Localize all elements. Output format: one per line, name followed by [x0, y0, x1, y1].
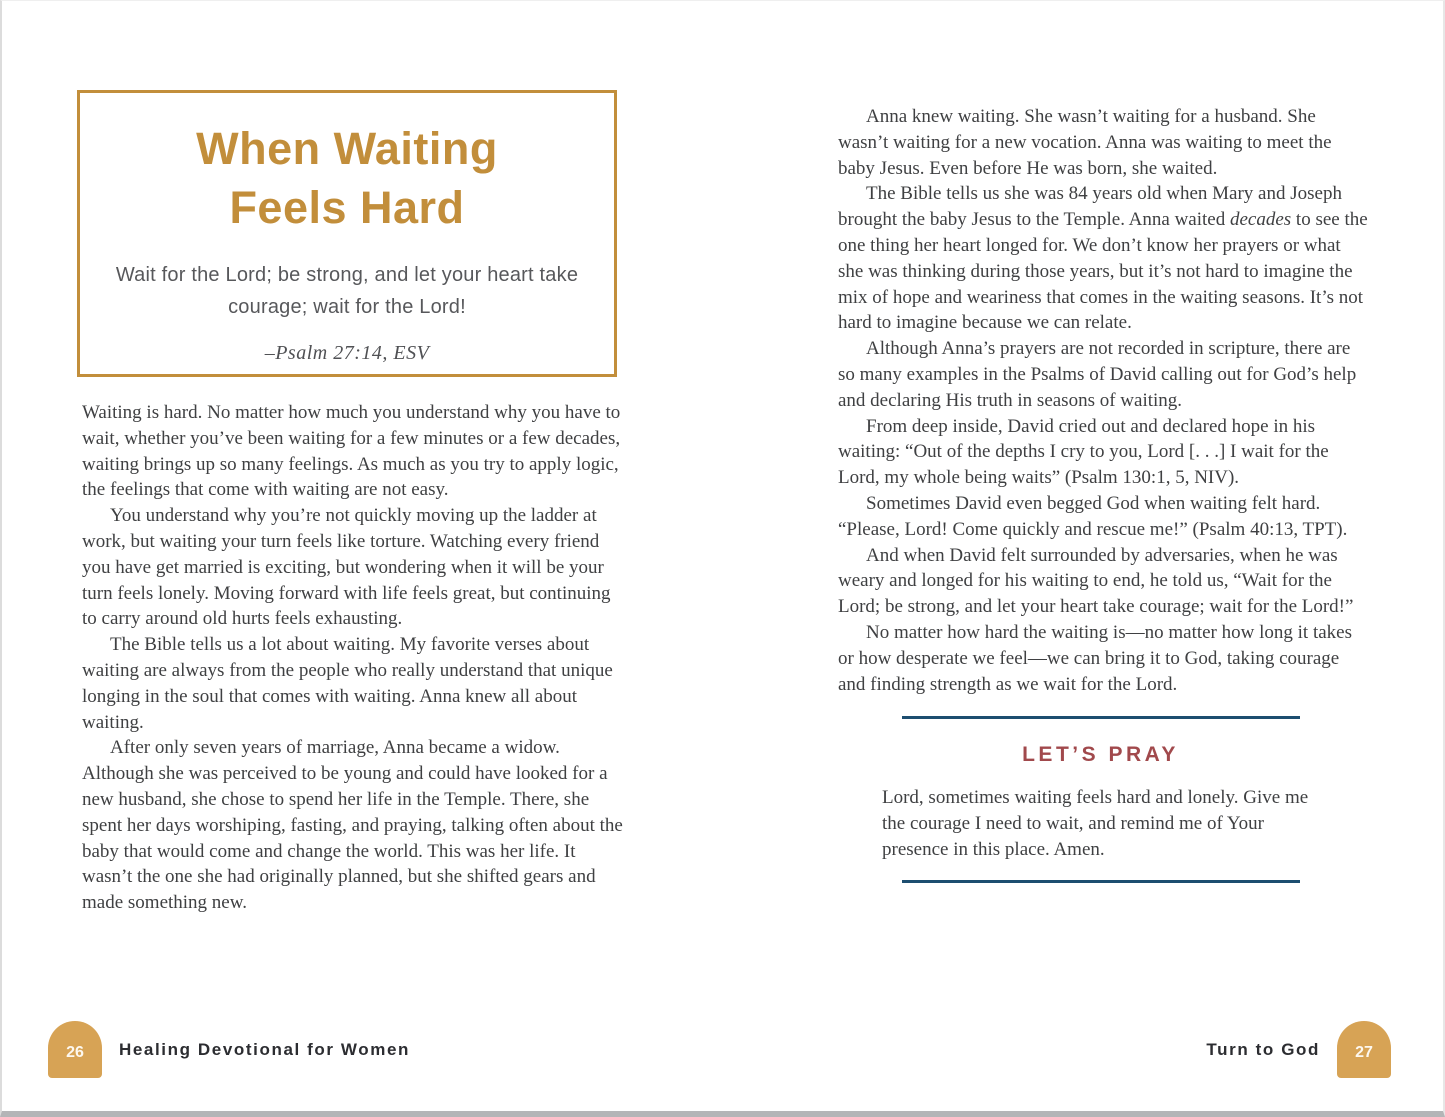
page-number: 27	[1355, 1043, 1373, 1061]
paragraph: You understand why you’re not quickly moving up the ladder at work, but waiting your turn feels like torture. Watching every friend you have get married is exciting, but wondering when it will be your turn feels lonely. Moving forward with life feels great, but continuing to carry around old hurts feels exhausting.	[82, 505, 611, 630]
right-page-body	[838, 104, 1370, 697]
prayer-section	[882, 716, 1319, 883]
chapter-title-line1: When Waiting	[196, 123, 498, 174]
chapter-title-line2: Feels Hard	[229, 182, 465, 233]
paragraph: Waiting is hard. No matter how much you understand why you have to wait, whether you’ve been waiting for a few minutes or a few decades, waiting brings up so many feelings. As much as you try to apply logic, the feelings that come with waiting are not easy.	[82, 402, 621, 501]
page-number-badge	[48, 1021, 102, 1078]
chapter-title-box	[77, 90, 617, 377]
prayer-rule-top	[902, 716, 1300, 719]
paragraph: The Bible tells us she was 84 years old when Mary and Joseph brought the baby Jesus to the Temple. Anna waited decades to see the one thing her heart longed for. We don’t know her prayers or what she was thinking during those years, but it’s not hard to imagine the mix of hope and weariness that comes in the waiting seasons. It’s not hard to imagine because we can relate.	[838, 183, 1368, 334]
prayer-text: Lord, sometimes waiting feels hard and lonely. Give me the courage I need to wait, and remind me of Your presence in this place. Amen.	[882, 787, 1309, 860]
verse-attribution: –Psalm 27:14, ESV	[264, 342, 430, 364]
paragraph: After only seven years of marriage, Anna became a widow. Although she was perceived to be young and could have looked for a new husband, she chose to spend her life in the Temple. There, she spent her days worshiping, fasting, and praying, talking often about the baby that would come and change the world. This was her life. It wasn’t the one she had originally planned, but she shifted gears and made something new.	[82, 737, 623, 914]
paragraph: Although Anna’s prayers are not recorded in scripture, there are so many examples in the Psalms of David calling out for God’s help and declaring His truth in seasons of waiting.	[838, 338, 1357, 411]
left-page-body	[82, 400, 628, 916]
left-page-footer	[48, 1021, 410, 1078]
paragraph: No matter how hard the waiting is—no matter how long it takes or how desperate we feel—we can bring it to God, taking courage and finding strength as we wait for the Lord.	[838, 621, 1352, 695]
prayer-rule-bottom	[902, 880, 1300, 883]
paragraph: And when David felt surrounded by adversaries, when he was weary and longed for his waiting to end, he told us, “Wait for the Lord; be strong, and let your heart take courage; wait for the Lord!”	[838, 544, 1354, 618]
page-number: 26	[66, 1043, 84, 1061]
chapter-running-head: Turn to God	[1206, 1039, 1320, 1059]
paragraph: Anna knew waiting. She wasn’t waiting for a husband. She wasn’t waiting for a new vocation. Anna was waiting to meet the baby Jesus. Even before He was born, she waited.	[838, 106, 1332, 179]
page-number-badge	[1337, 1021, 1391, 1078]
right-page-footer	[1206, 1021, 1391, 1078]
paragraph: The Bible tells us a lot about waiting. My favorite verses about waiting are always from the people who really understand that unique longing in the soul that comes with waiting. Anna knew all about waiting.	[82, 634, 613, 733]
paragraph: From deep inside, David cried out and declared hope in his waiting: “Out of the depths I cry to you, Lord [. . .] I wait for the Lord, my whole being waits” (Psalm 130:1, 5, NIV).	[838, 415, 1329, 489]
paragraph: Sometimes David even begged God when waiting felt hard. “Please, Lord! Come quickly and rescue me!” (Psalm 40:13, TPT).	[838, 492, 1348, 540]
chapter-title	[80, 119, 614, 237]
prayer-heading: LET’S PRAY	[1022, 743, 1179, 766]
book-title-running-head: Healing Devotional for Women	[119, 1039, 411, 1059]
scripture-verse: Wait for the Lord; be strong, and let your heart take courage; wait for the Lord!	[115, 264, 579, 318]
